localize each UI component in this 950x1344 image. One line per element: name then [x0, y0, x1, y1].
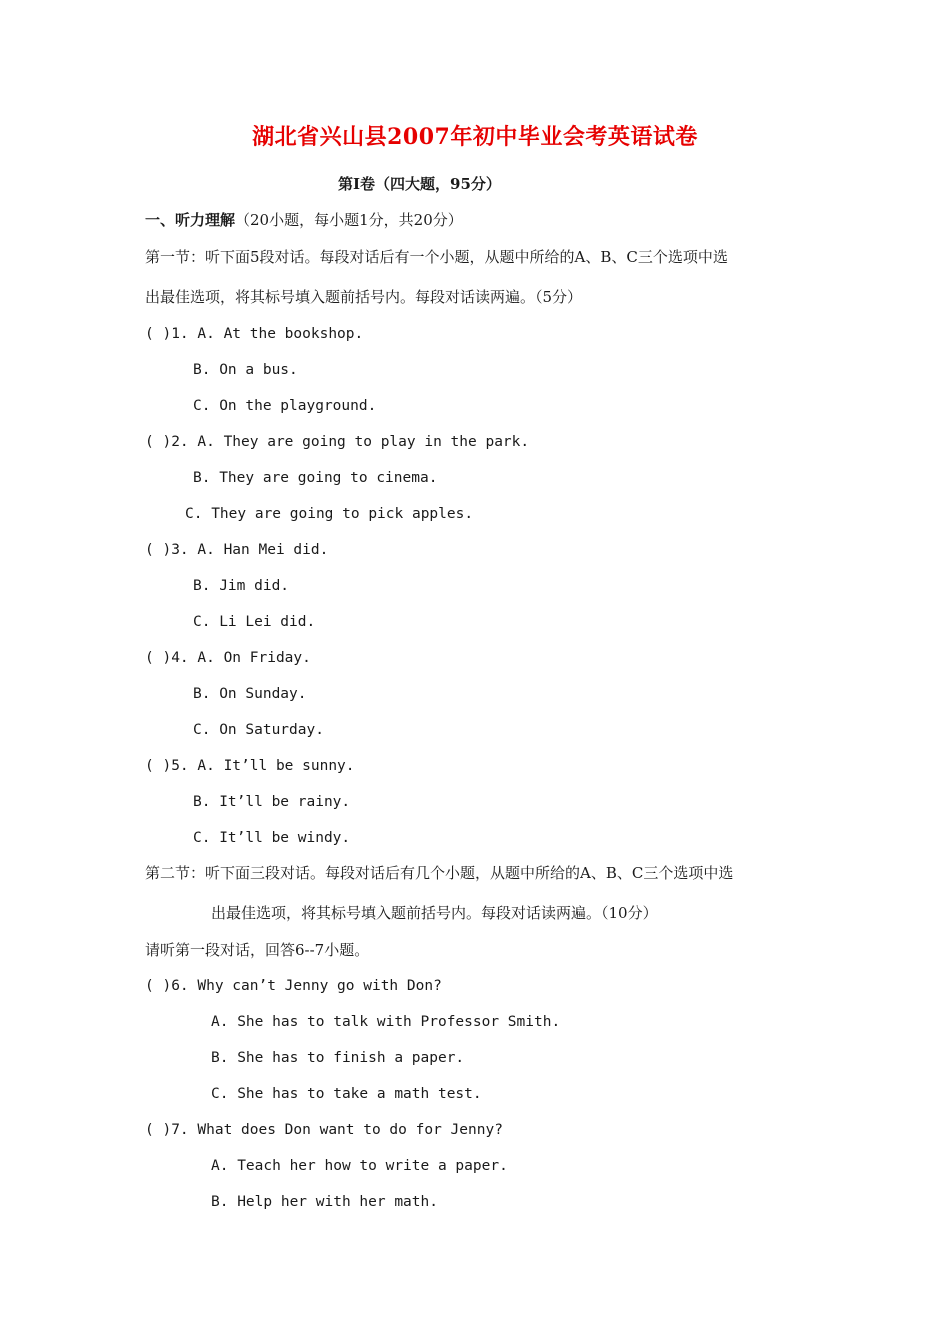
dialogue-1-prompt: 请听第一段对话，回答6--7小题。	[145, 941, 370, 959]
question-3-option-c: C. Li Lei did.	[193, 614, 316, 630]
question-6-option-b: B. She has to finish a paper.	[211, 1050, 465, 1066]
question-3-option-b: B. Jim did.	[193, 578, 290, 594]
part2-instruction-line1: 第二节：听下面三段对话。每段对话后有几个小题，从题中所给的A、B、C三个选项中选	[145, 864, 734, 882]
section-heading	[145, 210, 463, 230]
question-7-option-a: A. Teach her how to write a paper.	[211, 1158, 508, 1174]
volume-heading: 第Ⅰ卷（四大题，95分）	[338, 175, 501, 193]
part1-instruction-line2: 出最佳选项，将其标号填入题前括号内。每段对话读两遍。（5分）	[145, 288, 583, 306]
question-4-stem: ( )4. A. On Friday.	[145, 650, 311, 666]
part1-instruction-line1: 第一节：听下面5段对话。每段对话后有一个小题，从题中所给的A、B、C三个选项中选	[145, 248, 728, 266]
question-1-option-c: C. On the playground.	[193, 398, 377, 414]
part2-instruction-line2: 出最佳选项，将其标号填入题前括号内。每段对话读两遍。（10分）	[211, 904, 658, 922]
question-7-option-b: B. Help her with her math.	[211, 1194, 438, 1210]
question-6-option-c: C. She has to take a math test.	[211, 1086, 482, 1102]
question-6-stem: ( )6. Why can’t Jenny go with Don?	[145, 978, 442, 994]
question-4-option-b: B. On Sunday.	[193, 686, 307, 702]
question-5-option-b: B. It’ll be rainy.	[193, 794, 351, 810]
question-4-option-c: C. On Saturday.	[193, 722, 324, 738]
question-1-option-b: B. On a bus.	[193, 362, 298, 378]
question-5-stem: ( )5. A. It’ll be sunny.	[145, 758, 355, 774]
exam-title: 湖北省兴山县2007年初中毕业会考英语试卷	[252, 124, 698, 150]
question-2-stem: ( )2. A. They are going to play in the park.	[145, 434, 530, 450]
question-2-option-b: B. They are going to cinema.	[193, 470, 438, 486]
question-6-option-a: A. She has to talk with Professor Smith.	[211, 1014, 561, 1030]
question-1-stem: ( )1. A. At the bookshop.	[145, 326, 364, 342]
question-7-stem: ( )7. What does Don want to do for Jenny?	[145, 1122, 503, 1138]
question-3-stem: ( )3. A. Han Mei did.	[145, 542, 329, 558]
question-5-option-c: C. It’ll be windy.	[193, 830, 351, 846]
question-2-option-c: C. They are going to pick apples.	[185, 506, 474, 522]
section-title: 一、听力理解	[145, 211, 236, 229]
section-note: （20小题，每小题1分，共20分）	[235, 211, 463, 229]
